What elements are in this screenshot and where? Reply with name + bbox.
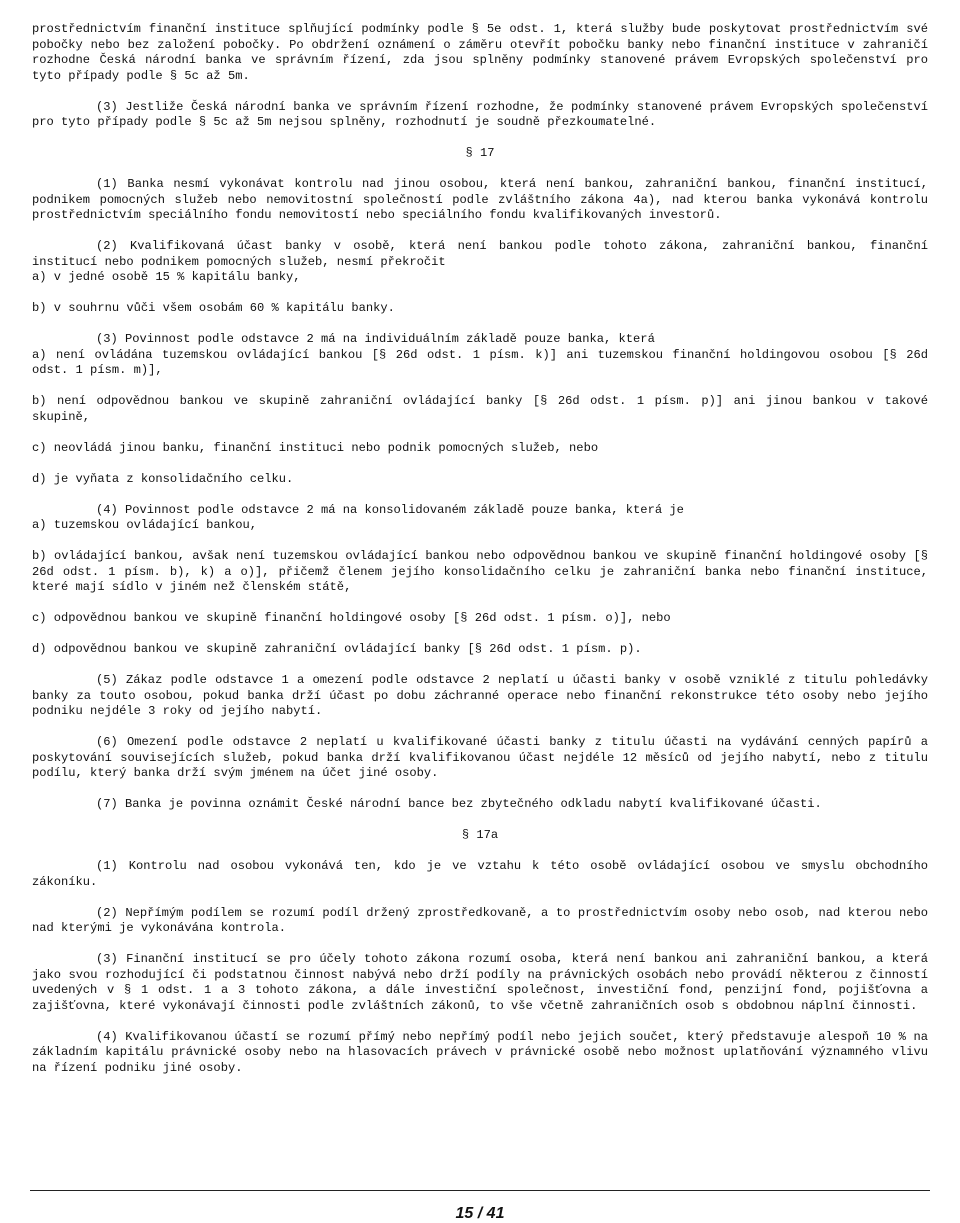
list-item: a) tuzemskou ovládající bankou, [32, 518, 257, 532]
paragraph: (1) Kontrolu nad osobou vykonává ten, kdo je ve vztahu k této osobě ovládající osobou ve smyslu obchodního zákoníku. [32, 859, 928, 889]
paragraph: (3) Jestliže Česká národní banka ve správním řízení rozhodne, že podmínky stanovené právem Evropských společenství pro tyto případy podle § 5c až 5m nejsou splněny, rozhodnutí je soudně přezkoumatelné. [32, 99, 928, 129]
paragraph: (4) Kvalifikovanou účastí se rozumí přímý nebo nepřímý podíl nebo jejich součet, který představuje alespoň 10 % na základním kapitálu právnické osoby nebo na hlasovacích právech v právnické osobě nebo možnost uplatňování významného vlivu na řízení podniku jiné osoby. [32, 1029, 928, 1075]
section-heading-17: § 17 [465, 146, 495, 160]
page-number: 15 / 41 [455, 1205, 505, 1222]
paragraph: (3) Povinnost podle odstavce 2 má na individuálním základě pouze banka, která [96, 332, 655, 346]
list-item: c) odpovědnou bankou ve skupině finanční holdingové osoby [§ 26d odst. 1 písm. o)], nebo [32, 611, 671, 625]
list-item: d) je vyňata z konsolidačního celku. [32, 471, 294, 486]
document-body [32, 22, 928, 1092]
paragraph: (5) Zákaz podle odstavce 1 a omezení podle odstavce 2 neplatí u účasti banky v osobě vzniklé z titulu pohledávky banky za touto osobou, pokud banka drží účast po dobu záchranné operace nebo finanční rekonstrukce této osoby nebo jejího podniku nejdéle 3 roky od jejího nabytí. [32, 673, 928, 718]
list-item: a) není ovládána tuzemskou ovládající bankou [§ 26d odst. 1 písm. k)] ani tuzemskou finanční holdingovou osobou [§ 26d odst. 1 písm. m)], [32, 347, 928, 377]
list-item: b) není odpovědnou bankou ve skupině zahraniční ovládající banky [§ 26d odst. 1 písm. p)] ani jinou bankou v takové skupině, [32, 394, 928, 424]
paragraph: (4) Povinnost podle odstavce 2 má na konsolidovaném základě pouze banka, která je [96, 502, 684, 517]
list-item: d) odpovědnou bankou ve skupině zahraniční ovládající banky [§ 26d odst. 1 písm. p). [32, 642, 642, 656]
paragraph: (7) Banka je povinna oznámit České národní bance bez zbytečného odkladu nabytí kvalifikované účasti. [96, 797, 822, 811]
paragraph: prostřednictvím finanční instituce splňující podmínky podle § 5e odst. 1, která služby bude poskytovat prostřednictvím své pobočky nebo bez založení pobočky. Po obdržení oznámení o záměru otevřít pobočku banky nebo finanční instituce v zahraničí rozhodne Česká národní banka ve správním řízení, zda jsou splněny podmínky stanovené právem Evropských společenství pro tyto případy podle § 5c až 5m. [32, 22, 928, 83]
paragraph: (2) Nepřímým podílem se rozumí podíl držený zprostředkovaně, a to prostřednictvím osoby nebo osob, nad kterou nebo nad kterými je vykonávána kontrola. [32, 905, 928, 935]
list-item: b) ovládající bankou, avšak není tuzemskou ovládající bankou nebo odpovědnou bankou ve skupině finanční holdingové osoby [§ 26d odst. 1 písm. b), k) a o)], přičemž členem jejího konsolidačního celku je zahraniční banka nebo finanční instituce, které mají sídlo v jiném než členském státě, [32, 549, 928, 594]
list-item: a) v jedné osobě 15 % kapitálu banky, [32, 270, 301, 284]
paragraph: (1) Banka nesmí vykonávat kontrolu nad jinou osobou, která není bankou, zahraniční bankou, finanční institucí, podnikem pomocných služeb nebo nemovitostní společností podle zvláštního zákona 4a), nad kterou banka vykonává kontrolu prostřednictvím speciálního fondu nemovitostí nebo speciálního fondu kvalifikovaných investorů. [32, 177, 928, 222]
list-item: c) neovládá jinou banku, finanční instituci nebo podnik pomocných služeb, nebo [32, 440, 599, 455]
paragraph: (3) Finanční institucí se pro účely tohoto zákona rozumí osoba, která není bankou ani zahraniční bankou, a která jako svou rozhodující či podstatnou činnost nabývá nebo drží podíly na právnických osobách nebo provádí některou z činností uvedených v § 1 odst. 1 a 3 tohoto zákona, a dále investiční společnost, investiční fond, penzijní fond, pojišťovna a zajišťovna, které vykonávají činnosti podle zvláštních zákonů, to vše včetně zahraničních osob s obdobnou náplní činnosti. [32, 952, 928, 1013]
paragraph: (2) Kvalifikovaná účast banky v osobě, která není bankou podle tohoto zákona, zahraniční bankou, finanční institucí nebo podnikem pomocných služeb, nesmí překročit [32, 239, 928, 269]
list-item: b) v souhrnu vůči všem osobám 60 % kapitálu banky. [32, 301, 395, 315]
footer-divider [30, 1190, 930, 1191]
paragraph: (6) Omezení podle odstavce 2 neplatí u kvalifikované účasti banky z titulu účasti na vydávání cenných papírů a poskytování souvisejících služeb, pokud banka drží kvalifikovanou účast nejdéle 12 měsíců od jejího nabytí, nebo z titulu podílu, který banka drží svým jménem na účet jiné osoby. [32, 735, 928, 780]
section-heading-17a: § 17a [461, 828, 499, 842]
